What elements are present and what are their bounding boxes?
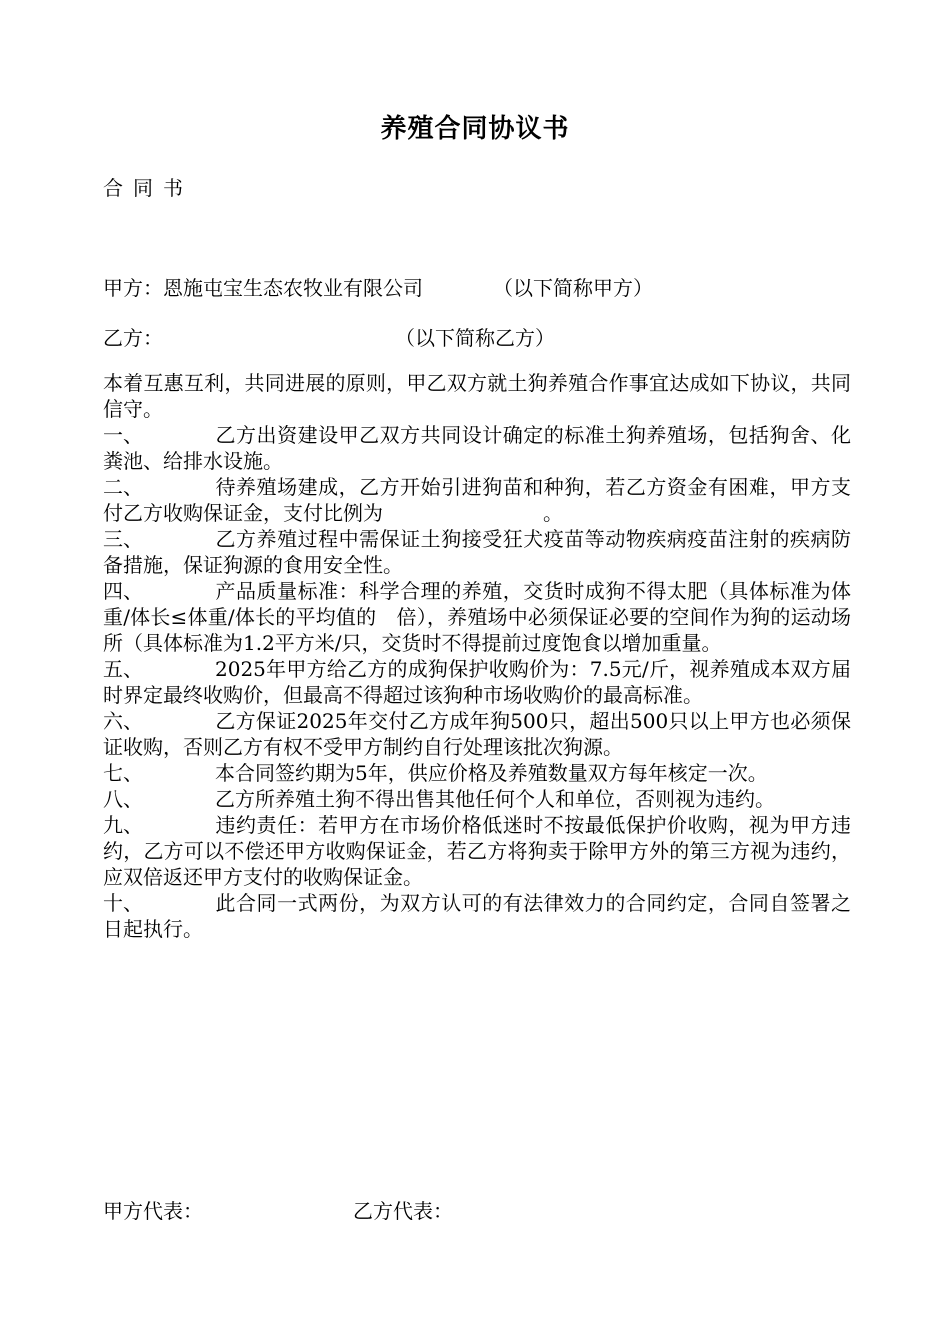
clause-number: 九、 (103, 813, 143, 837)
party-b-note: （以下简称乙方） (395, 326, 555, 350)
clause-text: 乙方保证2025年交付乙方成年狗500只，超出500只以上甲方也必须保证收购，否则乙方有权不受甲方制约自行处理该批次狗源。 (103, 709, 851, 759)
clause-item (103, 656, 851, 708)
clause-number: 七、 (103, 761, 143, 785)
clause-item (103, 812, 851, 890)
clause-number: 十、 (103, 891, 143, 915)
clause-text: 2025年甲方给乙方的成狗保护收购价为：7.5元/斤，视养殖成本双方届时界定最终收购价，但最高不得超过该狗种市场收购价的最高标准。 (103, 657, 851, 707)
clause-text: 乙方养殖过程中需保证土狗接受狂犬疫苗等动物疾病疫苗注射的疾病防备措施，保证狗源的食用安全性。 (103, 527, 851, 577)
clause-item (103, 474, 851, 526)
clause-item (103, 760, 851, 786)
clause-number: 五、 (103, 657, 143, 681)
clause-text: 违约责任：若甲方在市场价格低迷时不按最低保护价收购，视为甲方违约，乙方可以不偿还甲方收购保证金，若乙方将狗卖于除甲方外的第三方视为违约，应双倍返还甲方支付的收购保证金。 (103, 813, 851, 889)
document-title: 养殖合同协议书 (380, 114, 570, 144)
party-a-note: （以下简称甲方） (493, 276, 653, 300)
clause-number: 四、 (103, 579, 143, 603)
contract-body (103, 370, 851, 942)
clause-item (103, 422, 851, 474)
clause-text: 此合同一式两份，为双方认可的有法律效力的合同约定，合同自签署之日起执行。 (103, 891, 851, 941)
clause-number: 一、 (103, 423, 143, 447)
party-b-line (103, 322, 555, 351)
clause-number: 三、 (103, 527, 143, 551)
party-b-label: 乙方： (103, 326, 163, 350)
clause-item (103, 526, 851, 578)
party-a-line (103, 272, 653, 301)
document-heading: 合同书 (103, 176, 193, 200)
party-a-name: 恩施屯宝生态农牧业有限公司 (163, 276, 423, 300)
clause-item (103, 786, 851, 812)
party-a-signature-label: 甲方代表： (103, 1199, 203, 1223)
clause-text: 产品质量标准：科学合理的养殖，交货时成狗不得太肥（具体标准为体重/体长≤体重/体长的平均值的 倍），养殖场中必须保证必要的空间作为狗的运动场所（具体标准为1.2平方米/只，交货时不得提前过度饱食以增加重量。 (103, 579, 851, 655)
clause-text: 乙方所养殖土狗不得出售其他任何个人和单位，否则视为违约。 (215, 787, 775, 811)
intro-paragraph: 本着互惠互利，共同进展的原则，甲乙双方就土狗养殖合作事宜达成如下协议，共同信守。 (103, 371, 851, 421)
party-a-label: 甲方： (103, 276, 163, 300)
party-b-signature-label: 乙方代表： (353, 1199, 453, 1223)
clause-item (103, 708, 851, 760)
clause-text: 本合同签约期为5年，供应价格及养殖数量双方每年核定一次。 (215, 761, 768, 785)
clause-text: 待养殖场建成，乙方开始引进狗苗和种狗，若乙方资金有困难，甲方支付乙方收购保证金，支付比例为 。 (103, 475, 851, 525)
clause-item (103, 890, 851, 942)
clause-text: 乙方出资建设甲乙双方共同设计确定的标准土狗养殖场，包括狗舍、化粪池、给排水设施。 (103, 423, 851, 473)
clause-number: 二、 (103, 475, 143, 499)
clause-number: 六、 (103, 709, 143, 733)
clause-item (103, 578, 851, 656)
clause-number: 八、 (103, 787, 143, 811)
